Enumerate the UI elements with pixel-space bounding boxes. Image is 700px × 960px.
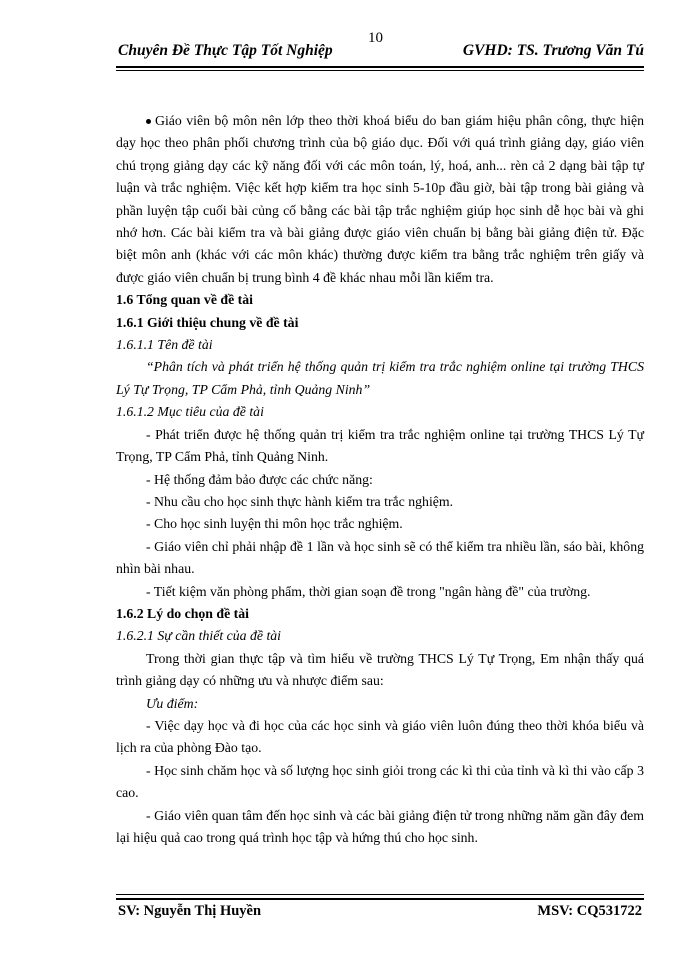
header-rule-thin <box>116 70 644 71</box>
list-item: - Tiết kiệm văn phòng phẩm, thời gian soạn đề trong "ngân hàng đề" của trường. <box>146 583 591 599</box>
footer-student: SV: Nguyễn Thị Huyền <box>118 903 262 919</box>
list-item: - Học sinh chăm học và số lượng học sinh giỏi trong các kì thi của tỉnh và kì thi vào cấp 3 cao. <box>116 762 644 801</box>
heading-1-6-1-1: 1.6.1.1 Tên đề tài <box>116 337 213 353</box>
list-item: - Giáo viên chỉ phải nhập đề 1 lần và học sinh sẽ có thể kiểm tra nhiều lần, sáo bài, không nhìn bài nhau. <box>116 538 644 577</box>
list-item: - Giáo viên quan tâm đến học sinh và các bài giảng điện tử trong những năm gần đây đem lại hiệu quả cao trong quá trình học tập và hứng thú cho học sinh. <box>116 807 644 845</box>
list-item: - Phát triển được hệ thống quản trị kiểm tra trắc nghiệm online tại trường THCS Lý Tự Trọng, TP Cẩm Phả, tỉnh Quảng Ninh. <box>116 426 644 465</box>
paragraph: Trong thời gian thực tập và tìm hiểu về trường THCS Lý Tự Trọng, Em nhận thấy quá trình giảng dạy có những ưu và nhược điểm sau: <box>116 650 644 689</box>
list-item: - Cho học sinh luyện thi môn học trắc nghiệm. <box>146 516 403 532</box>
bullet-icon <box>146 119 151 124</box>
page-number: 10 <box>368 30 383 46</box>
heading-1-6-1: 1.6.1 Giới thiệu chung về đề tài <box>116 314 299 330</box>
list-item: - Hệ thống đảm bảo được các chức năng: <box>146 471 373 487</box>
advantages-label: Ưu điểm: <box>146 695 199 711</box>
list-item: - Việc dạy học và đi học của các học sinh và giáo viên luôn đúng theo thời khóa biểu và lịch ra của phòng Đào tạo. <box>116 717 644 756</box>
page-content <box>116 110 644 849</box>
footer-student-id: MSV: CQ531722 <box>537 903 642 919</box>
footer-rule-thin <box>116 894 644 895</box>
page-header <box>118 30 644 64</box>
heading-1-6-1-2: 1.6.1.2 Mục tiêu của đề tài <box>116 404 264 420</box>
header-rule <box>116 66 644 68</box>
header-supervisor: GVHD: TS. Trương Văn Tú <box>462 42 644 59</box>
thesis-title: “Phân tích và phát triển hệ thống quản trị kiểm tra trắc nghiệm online tại trường THCS Lý Tự Trọng, TP Cẩm Phả, tỉnh Quảng Ninh” <box>116 359 644 397</box>
heading-1-6: 1.6 Tổng quan về đề tài <box>116 292 253 308</box>
list-item: - Nhu cầu cho học sinh thực hành kiểm tra trắc nghiệm. <box>146 493 454 509</box>
footer-rule <box>116 898 644 900</box>
heading-1-6-2-1: 1.6.2.1 Sự cần thiết của đề tài <box>116 628 282 644</box>
header-title: Chuyên Đề Thực Tập Tốt Nghiệp <box>118 42 333 59</box>
heading-1-6-2: 1.6.2 Lý do chọn đề tài <box>116 605 250 621</box>
paragraph: Giáo viên bộ môn nên lớp theo thời khoá biểu do ban giám hiệu phân công, thực hiện dạy học theo phân phối chương trình của bộ giáo dục. Đối với quá trình giảng dạy, giáo viên chú trọng giảng dạy các kỹ năng đối với các môn toán, lý, hoá, anh... rèn cả 2 dạng bài tập tự luận và trắc nghiệm. Việc kết hợp kiểm tra học sinh 5-10p đầu giờ, bài tập trong bài giảng và phần luyện tập cuối bài củng cố bằng các bài tập trắc nghiệm giúp học sinh dễ học bài và ghi nhớ hơn. Các bài kiểm tra và bài giảng được giáo viên chuẩn bị bằng bài giảng điện tử. Đặc biệt môn anh (khác với các môn khác) thường được kiểm tra bằng trắc nghiệm trên giấy và được giáo viên chuẩn bị trung bình 4 đề khác nhau mỗi lần kiểm tra. <box>116 113 644 285</box>
